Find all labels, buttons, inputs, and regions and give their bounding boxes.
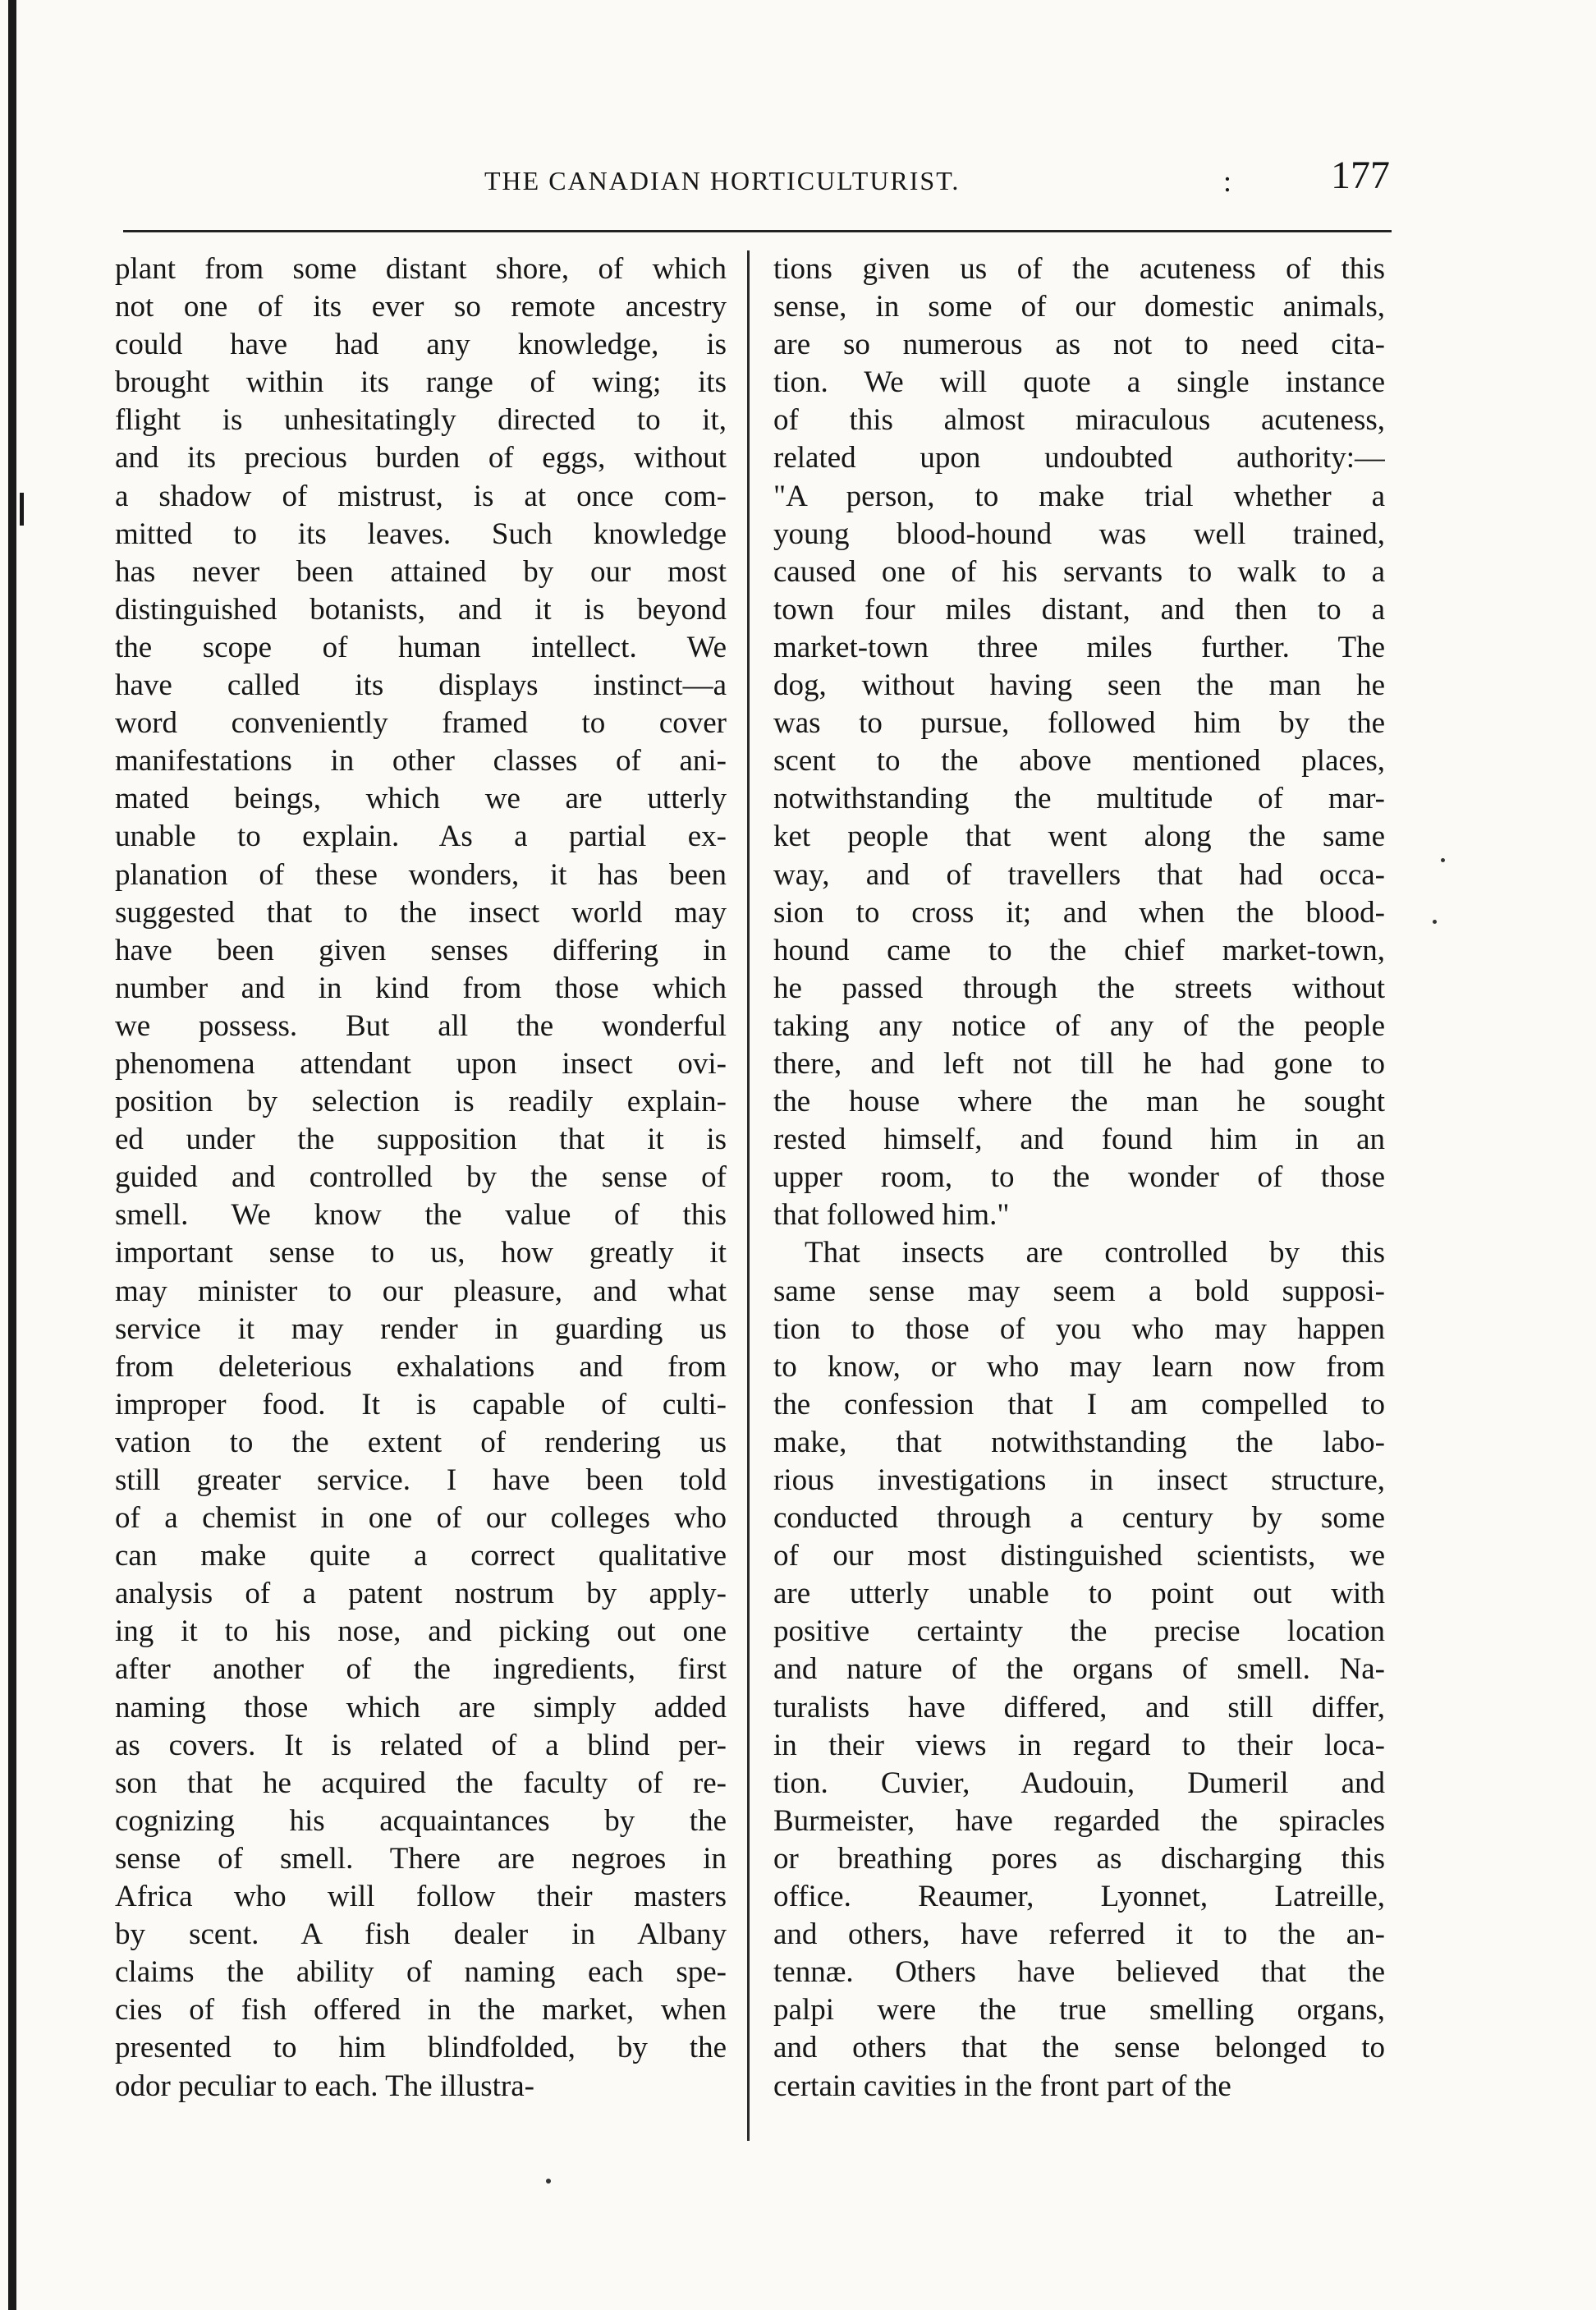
- text-line: manifestations in other classes of ani-: [115, 744, 727, 778]
- print-speck: [1433, 920, 1437, 924]
- text-line: taking any notice of any of the people: [773, 1008, 1385, 1043]
- running-head: [123, 153, 1392, 210]
- text-line: caused one of his servants to walk to a: [773, 554, 1385, 589]
- text-line: rious investigations in insect structure,: [773, 1463, 1385, 1497]
- text-line: distinguished botanists, and it is beyond: [115, 592, 727, 627]
- print-speck: [1441, 858, 1445, 862]
- text-line: cies of fish offered in the market, when: [115, 1993, 727, 2028]
- text-line: position by selection is readily explain-: [115, 1085, 727, 1119]
- text-line: positive certainty the precise location: [773, 1614, 1385, 1649]
- text-line: unable to explain. As a partial ex-: [115, 820, 727, 854]
- text-line: of this almost miraculous acuteness,: [773, 403, 1385, 438]
- text-line: rested himself, and found him in an: [773, 1123, 1385, 1157]
- text-line: odor peculiar to each. The illustra-: [115, 2069, 534, 2103]
- text-line: can make quite a correct qualitative: [115, 1539, 727, 1573]
- text-line: smell. We know the value of this: [115, 1198, 727, 1233]
- text-line: sion to cross it; and when the blood-: [773, 895, 1385, 930]
- text-line: "A person, to make trial whether a: [773, 479, 1385, 513]
- text-line: suggested that to the insect world may: [115, 895, 727, 930]
- text-line: plant from some distant shore, of which: [115, 252, 727, 286]
- text-line: the confession that I am compelled to: [773, 1387, 1385, 1421]
- text-line: hound came to the chief market-town,: [773, 933, 1385, 967]
- text-line: improper food. It is capable of culti-: [115, 1387, 727, 1421]
- text-line: tion. We will quote a single instance: [773, 365, 1385, 400]
- text-line: ed under the supposition that it is: [115, 1123, 727, 1157]
- text-line: still greater service. I have been told: [115, 1463, 727, 1497]
- text-line: upper room, to the wonder of those: [773, 1160, 1385, 1195]
- text-line: That insects are controlled by this: [805, 1236, 1385, 1270]
- text-line: has never been attained by our most: [115, 554, 727, 589]
- column-divider: [747, 250, 750, 2141]
- header-separator: :: [1223, 165, 1232, 198]
- text-line: as covers. It is related of a blind per-: [115, 1728, 727, 1762]
- text-line: may minister to our pleasure, and what: [115, 1274, 727, 1308]
- text-line: the scope of human intellect. We: [115, 630, 727, 664]
- text-line: word conveniently framed to cover: [115, 706, 727, 741]
- text-line: palpi were the true smelling organs,: [773, 1993, 1385, 2028]
- text-line: there, and left not till he had gone to: [773, 1046, 1385, 1081]
- text-line: Burmeister, have regarded the spiracles: [773, 1803, 1385, 1838]
- text-line: or breathing pores as discharging this: [773, 1841, 1385, 1876]
- text-line: cognizing his acquaintances by the: [115, 1803, 727, 1838]
- text-line: brought within its range of wing; its: [115, 365, 727, 400]
- page-number: 177: [1331, 154, 1390, 197]
- text-line: by scent. A fish dealer in Albany: [115, 1917, 727, 1952]
- text-line: in their views in regard to their loca-: [773, 1728, 1385, 1762]
- text-line: office. Reaumer, Lyonnet, Latreille,: [773, 1880, 1385, 1914]
- text-line: have been given senses differing in: [115, 933, 727, 967]
- text-line: Africa who will follow their masters: [115, 1880, 727, 1914]
- text-line: young blood-hound was well trained,: [773, 517, 1385, 551]
- text-line: that followed him.": [773, 1198, 1010, 1233]
- text-line: planation of these wonders, it has been: [115, 857, 727, 892]
- text-line: phenomena attendant upon insect ovi-: [115, 1046, 727, 1081]
- text-line: of a chemist in one of our colleges who: [115, 1501, 727, 1536]
- text-line: scent to the above mentioned places,: [773, 744, 1385, 778]
- text-line: number and in kind from those which: [115, 971, 727, 1005]
- text-line: market-town three miles further. The: [773, 630, 1385, 664]
- text-line: son that he acquired the faculty of re-: [115, 1766, 727, 1800]
- text-line: sense of smell. There are negroes in: [115, 1841, 727, 1876]
- text-line: analysis of a patent nostrum by apply-: [115, 1577, 727, 1611]
- text-line: service it may render in guarding us: [115, 1311, 727, 1346]
- left-text-column: [115, 250, 727, 2106]
- text-line: after another of the ingredients, first: [115, 1652, 727, 1687]
- text-line: dog, without having seen the man he: [773, 668, 1385, 703]
- text-line: sense, in some of our domestic animals,: [773, 290, 1385, 324]
- text-line: conducted through a century by some: [773, 1501, 1385, 1536]
- text-line: he passed through the streets without: [773, 971, 1385, 1005]
- text-line: related upon undoubted authority:—: [773, 441, 1385, 475]
- text-line: of our most distinguished scientists, we: [773, 1539, 1385, 1573]
- text-line: could have had any knowledge, is: [115, 328, 727, 362]
- text-line: certain cavities in the front part of the: [773, 2069, 1231, 2103]
- text-line: tion. Cuvier, Audouin, Dumeril and: [773, 1766, 1385, 1800]
- text-line: and others that the sense belonged to: [773, 2031, 1385, 2065]
- text-line: make, that notwithstanding the labo-: [773, 1425, 1385, 1459]
- text-line: we possess. But all the wonderful: [115, 1008, 727, 1043]
- text-line: important sense to us, how greatly it: [115, 1236, 727, 1270]
- text-line: and nature of the organs of smell. Na-: [773, 1652, 1385, 1687]
- text-line: presented to him blindfolded, by the: [115, 2031, 727, 2065]
- header-rule: [123, 230, 1392, 232]
- text-line: town four miles distant, and then to a: [773, 592, 1385, 627]
- text-line: tions given us of the acuteness of this: [773, 252, 1385, 286]
- text-line: way, and of travellers that had occa-: [773, 857, 1385, 892]
- text-line: mated beings, which we are utterly: [115, 782, 727, 816]
- text-line: and others, have referred it to the an-: [773, 1917, 1385, 1952]
- text-line: mitted to its leaves. Such knowledge: [115, 517, 727, 551]
- text-line: are utterly unable to point out with: [773, 1577, 1385, 1611]
- text-line: guided and controlled by the sense of: [115, 1160, 727, 1195]
- text-line: ket people that went along the same: [773, 820, 1385, 854]
- text-line: are so numerous as not to need cita-: [773, 328, 1385, 362]
- text-line: from deleterious exhalations and from: [115, 1349, 727, 1384]
- text-line: same sense may seem a bold supposi-: [773, 1274, 1385, 1308]
- page-binding-edge: [8, 0, 16, 2310]
- text-line: tion to those of you who may happen: [773, 1311, 1385, 1346]
- text-line: claims the ability of naming each spe-: [115, 1955, 727, 1990]
- text-line: naming those which are simply added: [115, 1690, 727, 1724]
- text-line: notwithstanding the multitude of mar-: [773, 782, 1385, 816]
- text-line: to know, or who may learn now from: [773, 1349, 1385, 1384]
- text-line: a shadow of mistrust, is at once com-: [115, 479, 727, 513]
- running-title: THE CANADIAN HORTICULTURIST.: [484, 166, 961, 195]
- text-line: not one of its ever so remote ancestry: [115, 290, 727, 324]
- text-line: ing it to his nose, and picking out one: [115, 1614, 727, 1649]
- text-line: and its precious burden of eggs, without: [115, 441, 727, 475]
- print-speck: [546, 2179, 551, 2184]
- text-line: was to pursue, followed him by the: [773, 706, 1385, 741]
- text-line: the house where the man he sought: [773, 1085, 1385, 1119]
- text-line: have called its displays instinct—a: [115, 668, 727, 703]
- text-line: vation to the extent of rendering us: [115, 1425, 727, 1459]
- text-line: turalists have differed, and still differ,: [773, 1690, 1385, 1724]
- right-text-column: [773, 250, 1385, 2106]
- text-line: flight is unhesitatingly directed to it,: [115, 403, 727, 438]
- text-line: tennæ. Others have believed that the: [773, 1955, 1385, 1990]
